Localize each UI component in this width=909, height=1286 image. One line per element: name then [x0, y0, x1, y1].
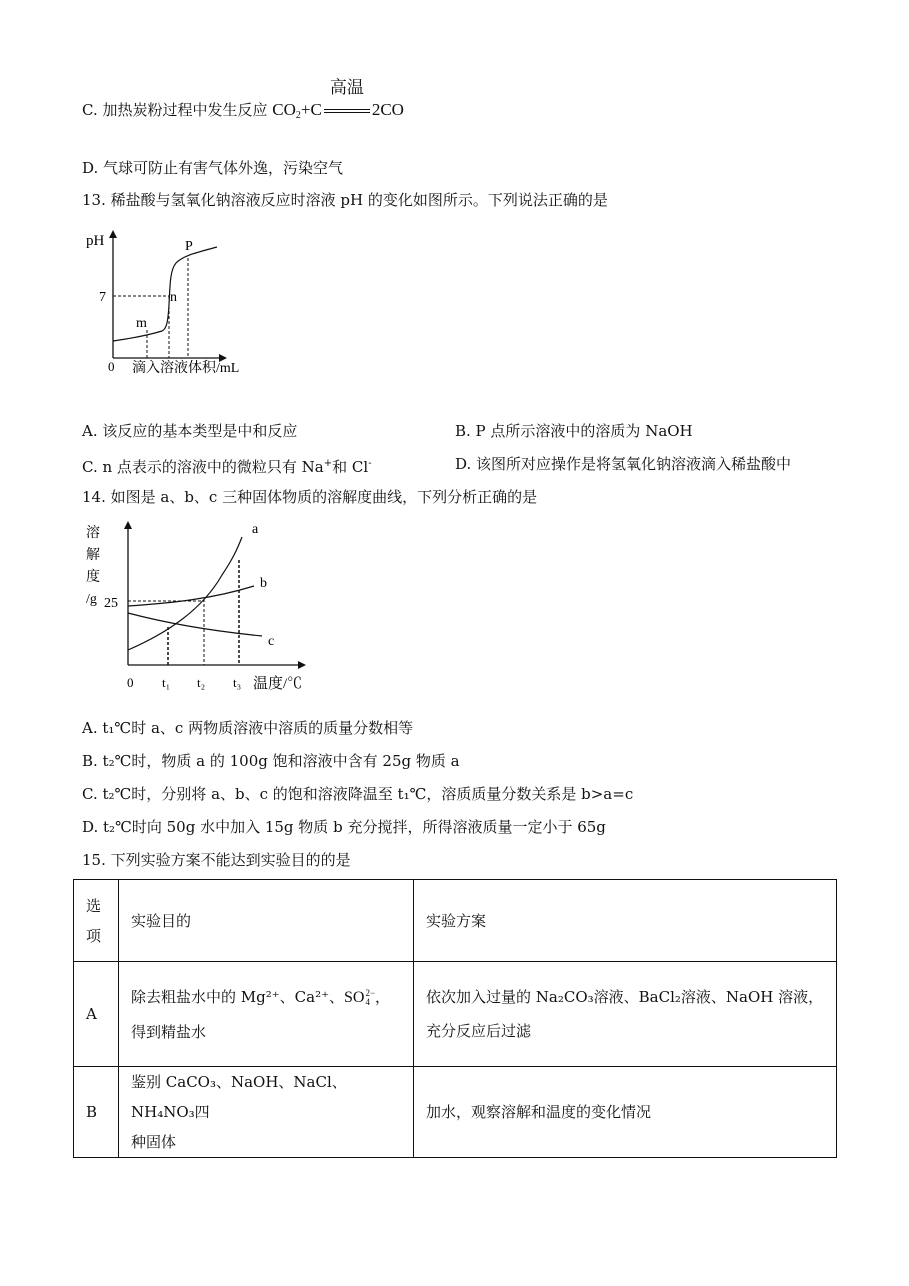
- table-row: [74, 1067, 837, 1158]
- q13-option-c: C. n 点表示的溶液中的微粒只有 Na+和 Cl-: [82, 458, 372, 476]
- q14-ylabel-2: 解: [86, 548, 100, 563]
- q12-equation: $CO_2+C$ 高温 2CO: [272, 78, 404, 121]
- q14-label-c: c: [268, 634, 275, 649]
- q14-option-a: A. t₁℃时 a、c 两物质溶液中溶质的质量分数相等: [82, 719, 414, 737]
- q13-y-arrow: [109, 230, 117, 238]
- row-b-option: B: [74, 1067, 119, 1158]
- q13-option-a: A. 该反应的基本类型是中和反应: [82, 422, 298, 440]
- row-a-plan: 依次加入过量的 Na₂CO₃溶液、BaCl₂溶液、NaOH 溶液， 充分反应后过滤: [414, 962, 837, 1067]
- q12-option-c: [82, 78, 404, 126]
- q13-point-p: P: [185, 239, 193, 254]
- q14-label-b: b: [260, 576, 267, 591]
- header-option: 选 项: [74, 880, 119, 962]
- q14-xtick-t2: t₂: [197, 675, 206, 690]
- q13-origin: 0: [108, 359, 115, 374]
- q13-xlabel: 滴入溶液体积/mL: [132, 361, 240, 376]
- q13-point-m: m: [136, 316, 147, 331]
- q13-stem: 13. 稀盐酸与氢氧化钠溶液反应时溶液 pH 的变化如图所示。下列说法正确的是: [82, 191, 608, 209]
- q13-point-n: n: [170, 290, 177, 305]
- q14-y-arrow: [124, 521, 132, 529]
- q14-ytick-25: 25: [104, 596, 118, 611]
- q14-option-b: B. t₂℃时，物质 a 的 100g 饱和溶液中含有 25g 物质 a: [82, 752, 460, 770]
- header-purpose: 实验目的: [119, 880, 414, 962]
- row-a-option: A: [74, 962, 119, 1067]
- q14-ylabel-1: 溶: [86, 526, 100, 541]
- q12-option-c-prefix: C. 加热炭粉过程中发生反应: [82, 101, 268, 119]
- q14-xlabel: 温度/℃: [253, 676, 303, 692]
- q14-xtick-t3: t₃: [233, 675, 242, 690]
- reaction-condition-arrow: 高温: [324, 100, 370, 120]
- q14-stem: 14. 如图是 a、b、c 三种固体物质的溶解度曲线，下列分析正确的是: [82, 488, 538, 506]
- q14-curve-b: [128, 586, 254, 606]
- q14-label-a: a: [252, 522, 259, 537]
- table-row: [74, 962, 837, 1067]
- row-b-purpose: 鉴别 CaCO₃、NaOH、NaCl、NH₄NO₃四 种固体: [119, 1067, 414, 1158]
- header-plan: 实验方案: [414, 880, 837, 962]
- row-a-purpose: 除去粗盐水中的 Mg²⁺、Ca²⁺、SO 2− 4 ， 得到精盐水: [119, 962, 414, 1067]
- q14-option-c: C. t₂℃时，分别将 a、b、c 的饱和溶液降温至 t₁℃，溶质质量分数关系是 b>a=c: [82, 785, 634, 803]
- q14-ylabel-3: 度: [86, 570, 100, 585]
- q13-ph-curve: [113, 247, 217, 341]
- row-b-plan: 加水，观察溶解和温度的变化情况: [414, 1067, 837, 1158]
- q15-stem: 15. 下列实验方案不能达到实验目的的是: [82, 851, 351, 869]
- q15-table: [73, 879, 837, 1158]
- q14-x-arrow: [298, 661, 306, 669]
- q13-ytick-7: 7: [99, 290, 106, 305]
- q14-option-d: D. t₂℃时向 50g 水中加入 15g 物质 b 充分搅拌，所得溶液质量一定小于 65g: [82, 818, 606, 836]
- q14-xtick-t1: t₁: [162, 675, 171, 690]
- q13-ylabel: pH: [86, 233, 105, 249]
- q13-option-d: D. 该图所对应操作是将氢氧化钠溶液滴入稀盐酸中: [455, 455, 792, 473]
- q13-ph-chart: [84, 225, 284, 380]
- q14-curve-c: [128, 613, 262, 636]
- q14-solubility-chart: [82, 515, 317, 695]
- table-header-row: [74, 880, 837, 962]
- q14-origin: 0: [127, 675, 134, 690]
- q13-option-b: B. P 点所示溶液中的溶质为 NaOH: [455, 422, 693, 440]
- q12-option-d: D. 气球可防止有害气体外逸，污染空气: [82, 159, 344, 177]
- q14-ylabel-4: /g: [86, 592, 97, 607]
